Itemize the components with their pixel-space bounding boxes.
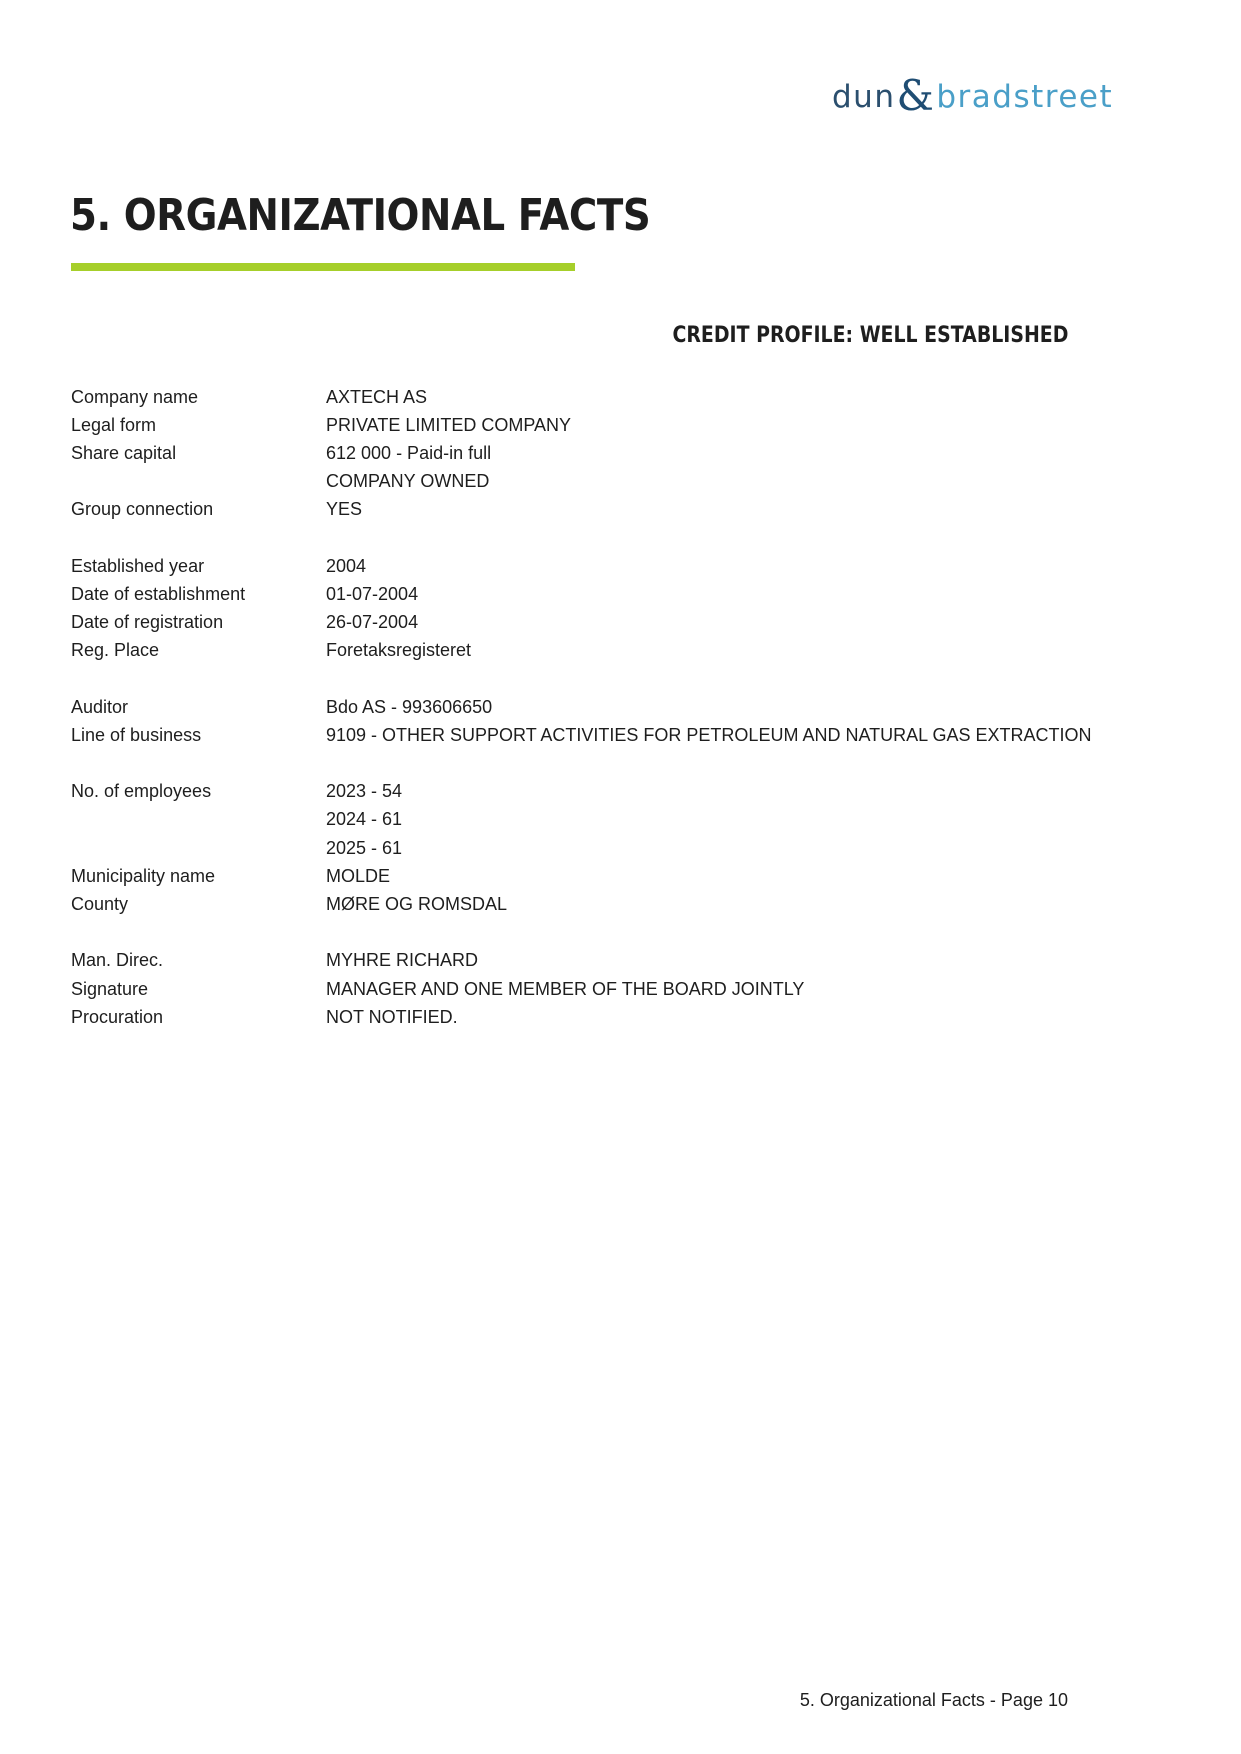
fact-row-employees-cont [71, 834, 1151, 862]
fact-label: Company name [71, 386, 199, 407]
fact-row-date-of-registration [71, 609, 1151, 637]
fact-label: Reg. Place [71, 640, 160, 661]
fact-label: Date of registration [71, 612, 224, 633]
section-spacer [71, 665, 1151, 693]
fact-label: Share capital [71, 442, 177, 463]
organizational-facts-list [71, 383, 1151, 1031]
fact-row-legal-form [71, 411, 1151, 439]
fact-value: MOLDE [326, 865, 391, 886]
fact-label: Group connection [71, 499, 214, 520]
fact-label: Date of establishment [71, 583, 246, 604]
section-spacer [71, 749, 1151, 777]
fact-label: Established year [71, 555, 205, 576]
dun-bradstreet-logo [832, 71, 1114, 122]
credit-profile-heading: CREDIT PROFILE: WELL ESTABLISHED [672, 323, 1068, 348]
fact-row-municipality-name [71, 862, 1151, 890]
logo-ampersand: & [896, 71, 936, 120]
fact-value: MANAGER AND ONE MEMBER OF THE BOARD JOINTLY [326, 978, 805, 999]
fact-row-procuration [71, 1003, 1151, 1031]
fact-value: Bdo AS - 993606650 [326, 696, 493, 717]
fact-value: 9109 - OTHER SUPPORT ACTIVITIES FOR PETROLEUM AND NATURAL GAS EXTRACTION [326, 724, 1092, 745]
fact-value: 2025 - 61 [326, 837, 403, 858]
fact-value: AXTECH AS [326, 386, 428, 407]
title-underline [71, 263, 575, 271]
fact-label: Legal form [71, 414, 157, 435]
fact-row-employees [71, 778, 1151, 806]
fact-label: No. of employees [71, 781, 212, 802]
fact-value: 2023 - 54 [326, 781, 403, 802]
section-spacer [71, 524, 1151, 552]
fact-label: Signature [71, 978, 149, 999]
fact-row-date-of-establishment [71, 580, 1151, 608]
fact-value: 2024 - 61 [326, 809, 403, 830]
fact-value: MØRE OG ROMSDAL [326, 893, 508, 914]
fact-row-line-of-business [71, 721, 1151, 749]
fact-row-share-capital [71, 439, 1151, 467]
page-title: 5. ORGANIZATIONAL FACTS [70, 190, 651, 241]
logo-dun-text: dun [832, 79, 896, 115]
fact-value: MYHRE RICHARD [326, 950, 479, 971]
fact-row-company-name [71, 383, 1151, 411]
fact-row-county [71, 890, 1151, 918]
fact-label: Man. Direc. [71, 950, 164, 971]
fact-value: PRIVATE LIMITED COMPANY [326, 414, 572, 435]
fact-label: County [71, 893, 129, 914]
fact-row-employees-cont [71, 806, 1151, 834]
fact-row-signature [71, 975, 1151, 1003]
fact-value: 01-07-2004 [326, 583, 419, 604]
fact-value: NOT NOTIFIED. [326, 1006, 458, 1027]
fact-row-established-year [71, 552, 1151, 580]
fact-label: Procuration [71, 1006, 164, 1027]
fact-value: 2004 [326, 555, 367, 576]
logo-bradstreet-text: bradstreet [936, 79, 1114, 115]
fact-row-reg-place [71, 637, 1151, 665]
fact-value: Foretaksregisteret [326, 640, 472, 661]
fact-value: COMPANY OWNED [326, 471, 490, 492]
fact-row-group-connection [71, 496, 1151, 524]
fact-value: 612 000 - Paid-in full [326, 442, 492, 463]
fact-label: Line of business [71, 724, 202, 745]
fact-row-ownership [71, 468, 1151, 496]
fact-row-auditor [71, 693, 1151, 721]
fact-row-man-direc [71, 947, 1151, 975]
section-spacer [71, 919, 1151, 947]
fact-label: Municipality name [71, 865, 216, 886]
fact-label: Auditor [71, 696, 129, 717]
fact-value: 26-07-2004 [326, 612, 419, 633]
fact-value: YES [326, 499, 363, 520]
page-footer: 5. Organizational Facts - Page 10 [799, 1690, 1068, 1710]
